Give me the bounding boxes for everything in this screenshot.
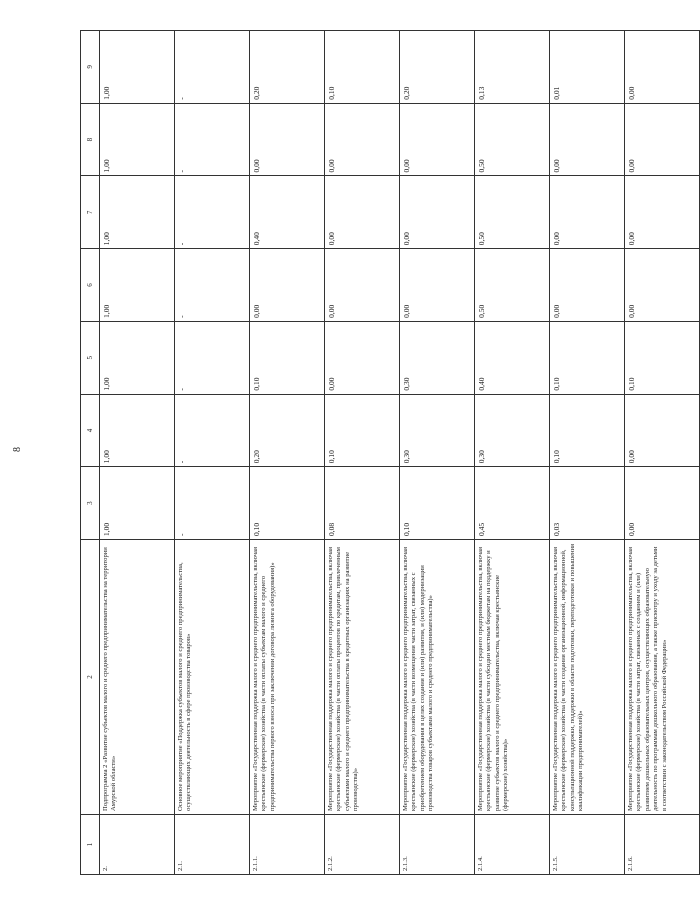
row-name: Мероприятие «Государственная поддержка малого и среднего предпринимательства, включая крестьянские (фермерские) хозяйства (в части затрат, связанных с созданием и (или) развитием дошкольных образовательных центров, осуществляющих образовательную деятельность по программам дошкольного образования, а также присмотру и уходу за детьми в соответствии с законодательством Российской Федерации» [625,540,700,815]
value-cell: 0,00 [400,103,475,176]
page-number: 8 [12,447,23,452]
value-cell: 1,00 [100,321,175,394]
row-code: 2.1.2. [325,815,400,875]
row-code: 2. [100,815,175,875]
value-cell: - [175,321,250,394]
header-row [81,31,100,875]
table-row [250,31,325,875]
table-row [625,31,700,875]
value-cell: 0,10 [550,321,625,394]
column-header: 7 [81,176,100,249]
row-code: 2.1.4. [475,815,550,875]
value-cell: 0,30 [475,394,550,467]
row-code: 2.1.6. [625,815,700,875]
value-cell: 0,40 [250,176,325,249]
value-cell: 0,00 [400,176,475,249]
value-cell: 0,50 [475,176,550,249]
value-cell: 0,00 [625,394,700,467]
value-cell: 0,10 [325,394,400,467]
value-cell: 0,00 [625,103,700,176]
column-header: 1 [81,815,100,875]
row-name: Мероприятие «Государственная поддержка малого и среднего предпринимательства, включая крестьянские (фермерские) хозяйства (в части возмещения части затрат, связанных с приобретением оборудования в целях создания и (или) развития, и (или) модернизации производства товаров субъектами малого и среднего предпринимательства)» [400,540,475,815]
row-code: 2.1.5. [550,815,625,875]
value-cell: 1,00 [100,394,175,467]
value-cell: 0,00 [550,176,625,249]
table-body [100,31,700,875]
value-cell: 0,00 [325,249,400,322]
value-cell: - [175,467,250,540]
value-cell: 0,00 [250,249,325,322]
value-cell: 0,20 [400,31,475,104]
value-cell: 1,00 [100,31,175,104]
value-cell: 0,50 [475,103,550,176]
value-cell: 0,00 [625,467,700,540]
value-cell: - [175,103,250,176]
column-header: 4 [81,394,100,467]
value-cell: 0,00 [325,321,400,394]
row-name: Мероприятие «Государственная поддержка малого и среднего предпринимательства, включая крестьянские (фермерские) хозяйства (в части субсидии местным бюджетам на поддержку и развитие субъектов малого и среднего предпринимательства, включая крестьянские (фермерские) хозяйства)» [475,540,550,815]
row-name: Мероприятие «Государственная поддержка малого и среднего предпринимательства, включая крестьянские (фермерские) хозяйства (в части оплаты субъектам малого и среднего предпринимательства первого взноса при заключении договора лизинга оборудования)» [250,540,325,815]
value-cell: 0,30 [400,321,475,394]
indicators-table [80,30,700,875]
value-cell: 0,00 [550,249,625,322]
value-cell: 0,00 [325,103,400,176]
column-header: 2 [81,540,100,815]
row-name: Мероприятие «Государственная поддержка малого и среднего предпринимательства, включая крестьянские (фермерские) хозяйства (в части создания организационной, информационной, консультационной поддержки, поддержки в области подготовки, переподготовки и повышения квалификации предпринимателей)» [550,540,625,815]
table-row [550,31,625,875]
row-code: 2.1. [175,815,250,875]
table-header [81,31,100,875]
column-header: 6 [81,249,100,322]
value-cell: 0,01 [550,31,625,104]
value-cell: 1,00 [100,249,175,322]
row-name: Подпрограмма 2 «Развитие субъектов малого и среднего предпринимательства на территории Амурской области» [100,540,175,815]
value-cell: 0,10 [250,321,325,394]
value-cell: 0,30 [400,394,475,467]
value-cell: - [175,31,250,104]
value-cell: 0,45 [475,467,550,540]
column-header: 9 [81,31,100,104]
row-name: Мероприятие «Государственная поддержка малого и среднего предпринимательства, включая крестьянские (фермерские) хозяйства (в части оплаты процентов по кредитам, привлеченным субъектами малого и среднего предпринимательства в кредитных организациях на развитие производства)» [325,540,400,815]
value-cell: 0,08 [325,467,400,540]
table-row [325,31,400,875]
value-cell: 0,00 [250,103,325,176]
value-cell: - [175,394,250,467]
table-row [400,31,475,875]
value-cell: - [175,249,250,322]
row-code: 2.1.3. [400,815,475,875]
value-cell: 0,10 [400,467,475,540]
value-cell: 1,00 [100,176,175,249]
value-cell: 0,10 [550,394,625,467]
value-cell: - [175,176,250,249]
value-cell: 1,00 [100,103,175,176]
column-header: 8 [81,103,100,176]
table-row [100,31,175,875]
value-cell: 0,00 [625,176,700,249]
value-cell: 0,00 [625,249,700,322]
rotated-table-page [80,30,668,875]
value-cell: 0,50 [475,249,550,322]
column-header: 3 [81,467,100,540]
value-cell: 0,00 [325,176,400,249]
value-cell: 0,40 [475,321,550,394]
value-cell: 0,10 [250,467,325,540]
value-cell: 0,20 [250,394,325,467]
value-cell: 0,10 [325,31,400,104]
row-name: Основное мероприятие «Поддержка субъектов малого и среднего предпринимательства, осуществляющих деятельность в сфере производства товаров» [175,540,250,815]
value-cell: 0,00 [625,31,700,104]
value-cell: 0,00 [400,249,475,322]
value-cell: 0,00 [550,103,625,176]
value-cell: 0,10 [625,321,700,394]
value-cell: 0,13 [475,31,550,104]
value-cell: 0,03 [550,467,625,540]
value-cell: 0,20 [250,31,325,104]
column-header: 5 [81,321,100,394]
table-row [175,31,250,875]
table-row [475,31,550,875]
row-code: 2.1.1. [250,815,325,875]
value-cell: 1,00 [100,467,175,540]
